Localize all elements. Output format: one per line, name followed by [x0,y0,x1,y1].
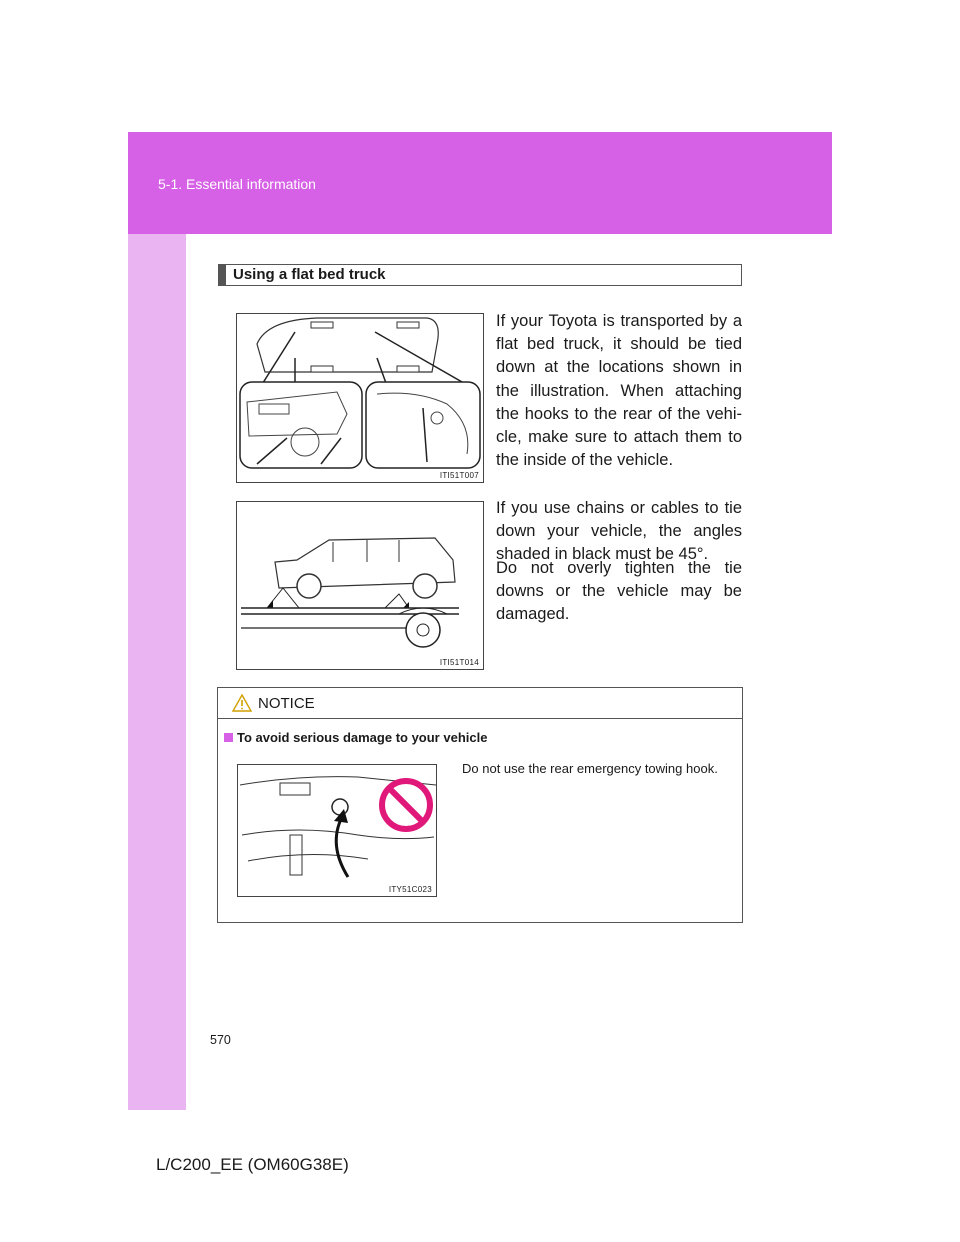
notice-item-text: To avoid serious damage to your vehicle [237,730,488,745]
paragraph-tie-down: If your Toyota is transported by a flat bed truck, it should be tied down at the locations shown in the illustration. When attaching the hooks to the rear of the vehi-cle, make sure to attach them to the inside of the vehicle. [496,312,742,470]
square-bullet-icon [224,733,233,742]
section-breadcrumb: 5-1. Essential information [158,176,316,192]
figure-code: ITY51C023 [388,885,432,894]
section-heading [218,264,742,286]
figure-flat-bed [236,501,484,670]
notice-header [218,688,742,719]
notice-label: NOTICE [258,695,315,712]
document-code: L/C200_EE (OM60G38E) [156,1155,349,1174]
paragraph-tighten: Do not overly tighten the tie downs or the vehicle may be damaged. [496,559,742,624]
figure-tie-down-locations [236,313,484,483]
figure-code: ITI51T007 [439,471,479,480]
section-accent [219,265,226,285]
flat-bed-illustration [237,502,483,669]
figure-towing-hook [237,764,437,897]
paragraph-chains: If you use chains or cables to tie down your vehicle, the angles shaded in black must be 45°. [496,499,742,564]
figure-code: ITI51T014 [439,658,479,667]
page-number: 570 [210,1033,231,1047]
notice-item-title [224,730,487,745]
notice-box [217,687,743,923]
tie-down-illustration [237,314,483,482]
header-band [128,132,832,234]
towing-hook-illustration [238,765,436,896]
section-title: Using a flat bed truck [233,266,386,283]
sidebar-strip [128,234,186,1110]
notice-body: Do not use the rear emergency towing hook. [462,761,718,776]
warning-icon [232,694,252,712]
